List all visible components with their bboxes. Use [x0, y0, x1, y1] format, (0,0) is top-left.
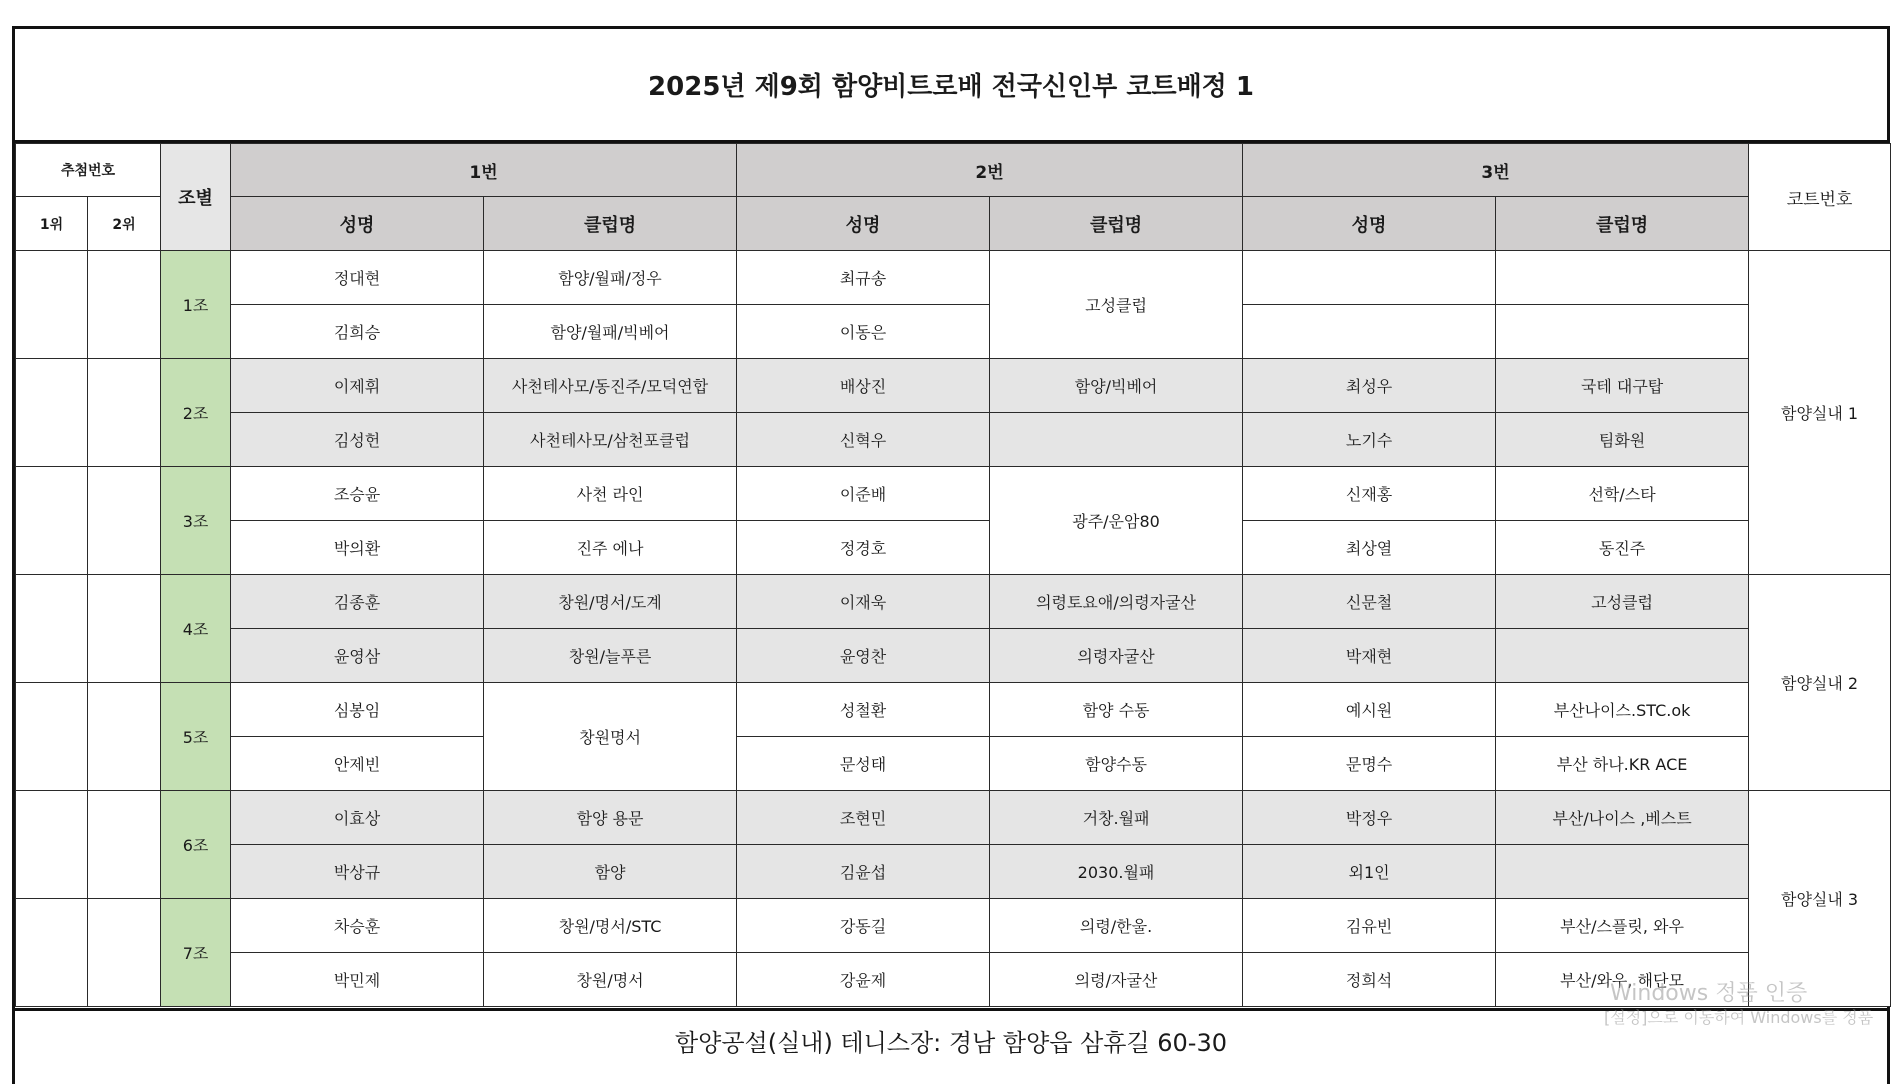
rank1-cell[interactable] [16, 359, 88, 467]
club-name: 거창.월패 [990, 791, 1243, 845]
rank1-cell[interactable] [16, 575, 88, 683]
player-name: 정대현 [231, 251, 484, 305]
table-row [16, 305, 1891, 359]
rank2-cell[interactable] [88, 683, 161, 791]
name-header: 성명 [1243, 197, 1496, 251]
table-row [16, 251, 1891, 305]
player-name: 박상규 [231, 845, 484, 899]
club-name: 함양 수동 [990, 683, 1243, 737]
club-name [1496, 305, 1749, 359]
player-name: 외1인 [1243, 845, 1496, 899]
club-name: 창원/명서 [484, 953, 737, 1007]
player-name: 신혁우 [737, 413, 990, 467]
rank2-cell[interactable] [88, 575, 161, 683]
player-name: 노기수 [1243, 413, 1496, 467]
group-header: 조별 [161, 144, 231, 251]
rank2-cell[interactable] [88, 467, 161, 575]
player-name: 이제휘 [231, 359, 484, 413]
player-name: 문명수 [1243, 737, 1496, 791]
player-name: 문성태 [737, 737, 990, 791]
club-name [1496, 251, 1749, 305]
player-name: 신재홍 [1243, 467, 1496, 521]
rank1-header: 1위 [16, 197, 88, 251]
club-name: 선학/스타 [1496, 467, 1749, 521]
club-name: 함양수동 [990, 737, 1243, 791]
player-name: 이준배 [737, 467, 990, 521]
group-label: 6조 [161, 791, 231, 899]
club-name: 고성클럽 [1496, 575, 1749, 629]
club-name: 창원/늘푸른 [484, 629, 737, 683]
table-row [16, 359, 1891, 413]
club-name: 사천 라인 [484, 467, 737, 521]
club-name: 함양 용문 [484, 791, 737, 845]
player-name: 김성헌 [231, 413, 484, 467]
club-name [990, 413, 1243, 467]
group-label: 2조 [161, 359, 231, 467]
sheet-title: 2025년 제9회 함양비트로배 전국신인부 코트배정 1 [15, 29, 1887, 143]
club-header: 클럽명 [1496, 197, 1749, 251]
player-name: 안제빈 [231, 737, 484, 791]
group-label: 7조 [161, 899, 231, 1007]
player-name [1243, 251, 1496, 305]
club-name: 함양/월패/정우 [484, 251, 737, 305]
watermark-line1: Windows 정품 인증 [1610, 981, 1808, 1006]
club-name: 부산/와우, 해단모 [1496, 953, 1749, 1007]
rank1-cell[interactable] [16, 251, 88, 359]
group-label: 4조 [161, 575, 231, 683]
club-name: 함양 [484, 845, 737, 899]
name-header: 성명 [737, 197, 990, 251]
player-name [1243, 305, 1496, 359]
club-name [1496, 845, 1749, 899]
club-name: 함양/빅베어 [990, 359, 1243, 413]
club-header: 클럽명 [990, 197, 1243, 251]
player-name: 윤영삼 [231, 629, 484, 683]
player-name: 배상진 [737, 359, 990, 413]
name-header: 성명 [231, 197, 484, 251]
table-row [16, 683, 1891, 737]
rank1-cell[interactable] [16, 683, 88, 791]
club-name: 창원명서 [484, 683, 737, 791]
player-name: 김윤섭 [737, 845, 990, 899]
slot1-header: 1번 [231, 144, 737, 197]
rank1-cell[interactable] [16, 899, 88, 1007]
player-name: 박민제 [231, 953, 484, 1007]
rank2-cell[interactable] [88, 791, 161, 899]
rank1-cell[interactable] [16, 467, 88, 575]
club-name: 부산나이스.STC.ok [1496, 683, 1749, 737]
club-name: 동진주 [1496, 521, 1749, 575]
player-name: 박정우 [1243, 791, 1496, 845]
player-name: 정경호 [737, 521, 990, 575]
slot2-header: 2번 [737, 144, 1243, 197]
player-name: 최규송 [737, 251, 990, 305]
player-name: 이재욱 [737, 575, 990, 629]
rank1-cell[interactable] [16, 791, 88, 899]
club-name: 의령/한울. [990, 899, 1243, 953]
club-name: 의령자굴산 [990, 629, 1243, 683]
court-number: 함양실내 1 [1749, 251, 1891, 575]
player-name: 조현민 [737, 791, 990, 845]
player-name: 정희석 [1243, 953, 1496, 1007]
club-name: 사천테사모/동진주/모덕연합 [484, 359, 737, 413]
table-row [16, 845, 1891, 899]
rank2-cell[interactable] [88, 899, 161, 1007]
table-row [16, 521, 1891, 575]
court-number: 함양실내 3 [1749, 791, 1891, 1007]
table-row [16, 899, 1891, 953]
player-name: 이효상 [231, 791, 484, 845]
club-name: 사천테사모/삼천포클럽 [484, 413, 737, 467]
club-name: 광주/운암80 [990, 467, 1243, 575]
player-name: 박재현 [1243, 629, 1496, 683]
club-name: 창원/명서/도계 [484, 575, 737, 629]
club-name: 국테 대구탑 [1496, 359, 1749, 413]
club-name: 부산/나이스 ,베스트 [1496, 791, 1749, 845]
group-label: 1조 [161, 251, 231, 359]
player-name: 차승훈 [231, 899, 484, 953]
player-name: 김희승 [231, 305, 484, 359]
player-name: 최상열 [1243, 521, 1496, 575]
group-label: 3조 [161, 467, 231, 575]
club-name: 의령토요애/의령자굴산 [990, 575, 1243, 629]
venue-address: 함양공설(실내) 테니스장: 경남 함양읍 삼휴길 60-30 [674, 1029, 1227, 1057]
club-name: 부산/스플릿, 와우 [1496, 899, 1749, 953]
player-name: 김종훈 [231, 575, 484, 629]
player-name: 김유빈 [1243, 899, 1496, 953]
court-number-header: 코트번호 [1749, 144, 1891, 251]
player-name: 최성우 [1243, 359, 1496, 413]
table-row [16, 575, 1891, 629]
player-name: 윤영찬 [737, 629, 990, 683]
group-label: 5조 [161, 683, 231, 791]
player-name: 심봉임 [231, 683, 484, 737]
court-assignment-sheet [12, 26, 1890, 1084]
club-name: 창원/명서/STC [484, 899, 737, 953]
player-name: 강동길 [737, 899, 990, 953]
player-name: 이동은 [737, 305, 990, 359]
table-row [16, 467, 1891, 521]
player-name: 강윤제 [737, 953, 990, 1007]
player-name: 신문철 [1243, 575, 1496, 629]
rank2-header: 2위 [88, 197, 161, 251]
club-name: 함양/월패/빅베어 [484, 305, 737, 359]
table-row [16, 737, 1891, 791]
player-name: 조승윤 [231, 467, 484, 521]
table-row [16, 791, 1891, 845]
slot3-header: 3번 [1243, 144, 1749, 197]
player-name: 예시원 [1243, 683, 1496, 737]
club-name: 부산 하나.KR ACE [1496, 737, 1749, 791]
rank2-cell[interactable] [88, 359, 161, 467]
windows-activation-watermark [1604, 982, 1904, 1030]
club-name: 진주 에나 [484, 521, 737, 575]
player-name: 성철환 [737, 683, 990, 737]
court-number: 함양실내 2 [1749, 575, 1891, 791]
club-header: 클럽명 [484, 197, 737, 251]
club-name: 2030.월패 [990, 845, 1243, 899]
club-name: 고성클럽 [990, 251, 1243, 359]
club-name: 팀화원 [1496, 413, 1749, 467]
rank2-cell[interactable] [88, 251, 161, 359]
table-row [16, 629, 1891, 683]
player-name: 박의환 [231, 521, 484, 575]
assignment-table [15, 143, 1891, 1007]
table-row [16, 413, 1891, 467]
watermark-line2: [설정]으로 이동하여 Windows를 정품 [1604, 1008, 1874, 1027]
club-name [1496, 629, 1749, 683]
club-name: 의령/자굴산 [990, 953, 1243, 1007]
draw-number-header: 추첨번호 [16, 144, 161, 197]
